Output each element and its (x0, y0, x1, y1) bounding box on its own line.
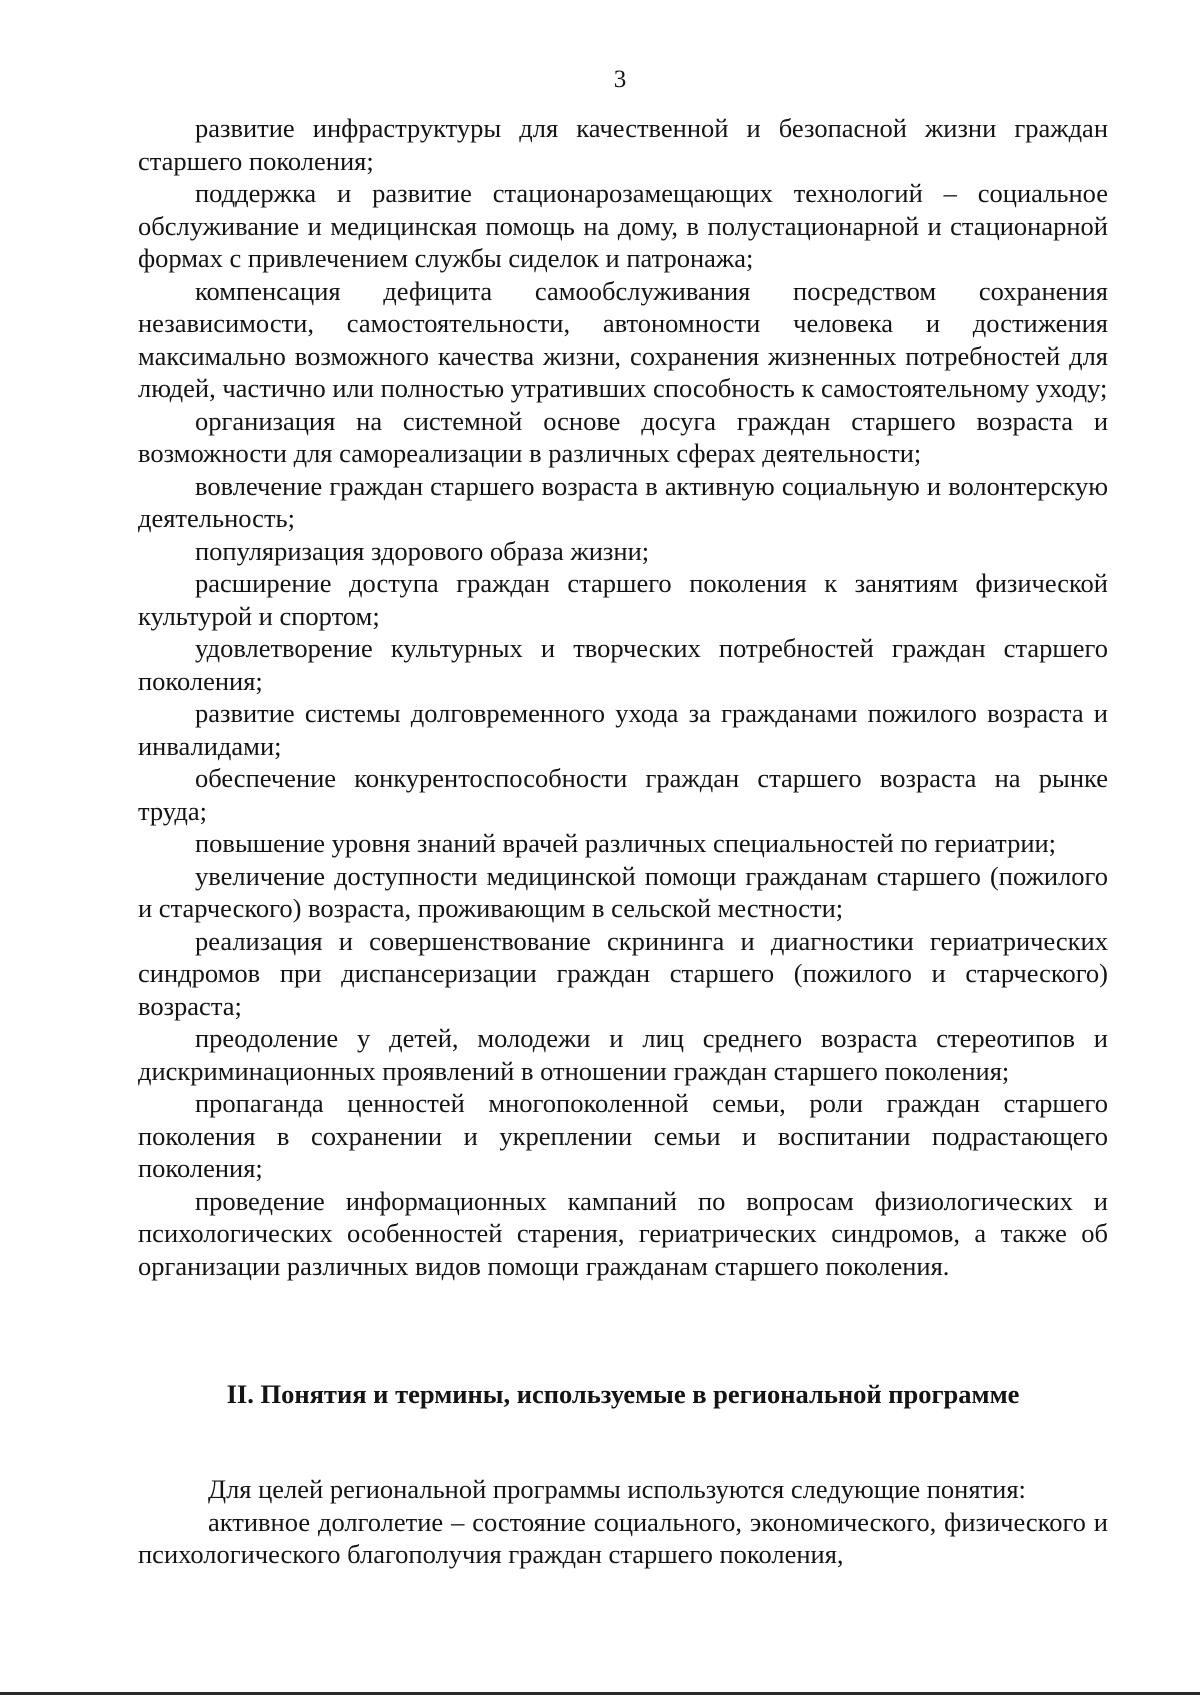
page-number: 3 (613, 66, 627, 93)
paragraph: развитие системы долговременного ухода за гражданами пожилого возраста и инвалидами; (138, 698, 1108, 761)
paragraph: вовлечение граждан старшего возраста в активную социальную и волонтерскую деятельность; (138, 470, 1108, 533)
paragraph: увеличение доступности медицинской помощи гражданам старшего (пожилого и старческого) возраста, проживающим в сельской местности; (138, 860, 1108, 923)
paragraph: популяризация здорового образа жизни; (195, 535, 650, 566)
paragraph: обеспечение конкурентоспособности граждан старшего возраста на рынке труда; (138, 763, 1108, 826)
paragraph: активное долголетие – состояние социального, экономического, физического и психологического благополучия граждан старшего поколения, (138, 1506, 1108, 1569)
paragraph: организация на системной основе досуга граждан старшего возраста и возможности для самореализации в различных сферах деятельности; (138, 405, 1108, 468)
paragraph: Для целей региональной программы используются следующие понятия: (208, 1474, 1026, 1504)
paragraph: удовлетворение культурных и творческих потребностей граждан старшего поколения; (138, 633, 1108, 696)
paragraph: развитие инфраструктуры для качественной и безопасной жизни граждан старшего поколения; (138, 113, 1108, 176)
paragraph: проведение информационных кампаний по вопросам физиологических и психологических особенностей старения, гериатрических синдромов, а также об организации различных видов помощи гражданам старшего поколения. (138, 1185, 1108, 1281)
paragraph: реализация и совершенствование скрининга и диагностики гериатрических синдромов при диспансеризации граждан старшего (пожилого и старческого) возраста; (138, 925, 1108, 1021)
paragraph: поддержка и развитие стационарозамещающих технологий – социальное обслуживание и медицинская помощь на дому, в полустационарной и стационарной формах с привлечением службы сиделок и патронажа; (138, 178, 1108, 273)
scan-edge-line (0, 1692, 1200, 1695)
goals-list (138, 112, 1108, 1282)
section-heading: II. Понятия и термины, используемые в региональной программе (226, 1379, 1020, 1409)
paragraph: расширение доступа граждан старшего поколения к занятиям физической культурой и спортом; (138, 568, 1108, 631)
paragraph: повышение уровня знаний врачей различных специальностей по гериатрии; (195, 828, 1057, 858)
paragraph: компенсация дефицита самообслуживания посредством сохранения независимости, самостоятельности, автономности человека и достижения максимально возможного качества жизни, сохранения жизненных потребностей для людей, частично или полностью утративших способность к самостоятельному уходу; (138, 275, 1108, 403)
definitions-section (138, 1473, 1108, 1571)
paragraph: пропаганда ценностей многопоколенной семьи, роли граждан старшего поколения в сохранении и укреплении семьи и воспитании подрастающего поколения; (138, 1088, 1108, 1183)
paragraph: преодоление у детей, молодежи и лиц среднего возраста стереотипов и дискриминационных проявлений в отношении граждан старшего поколения; (138, 1023, 1108, 1086)
